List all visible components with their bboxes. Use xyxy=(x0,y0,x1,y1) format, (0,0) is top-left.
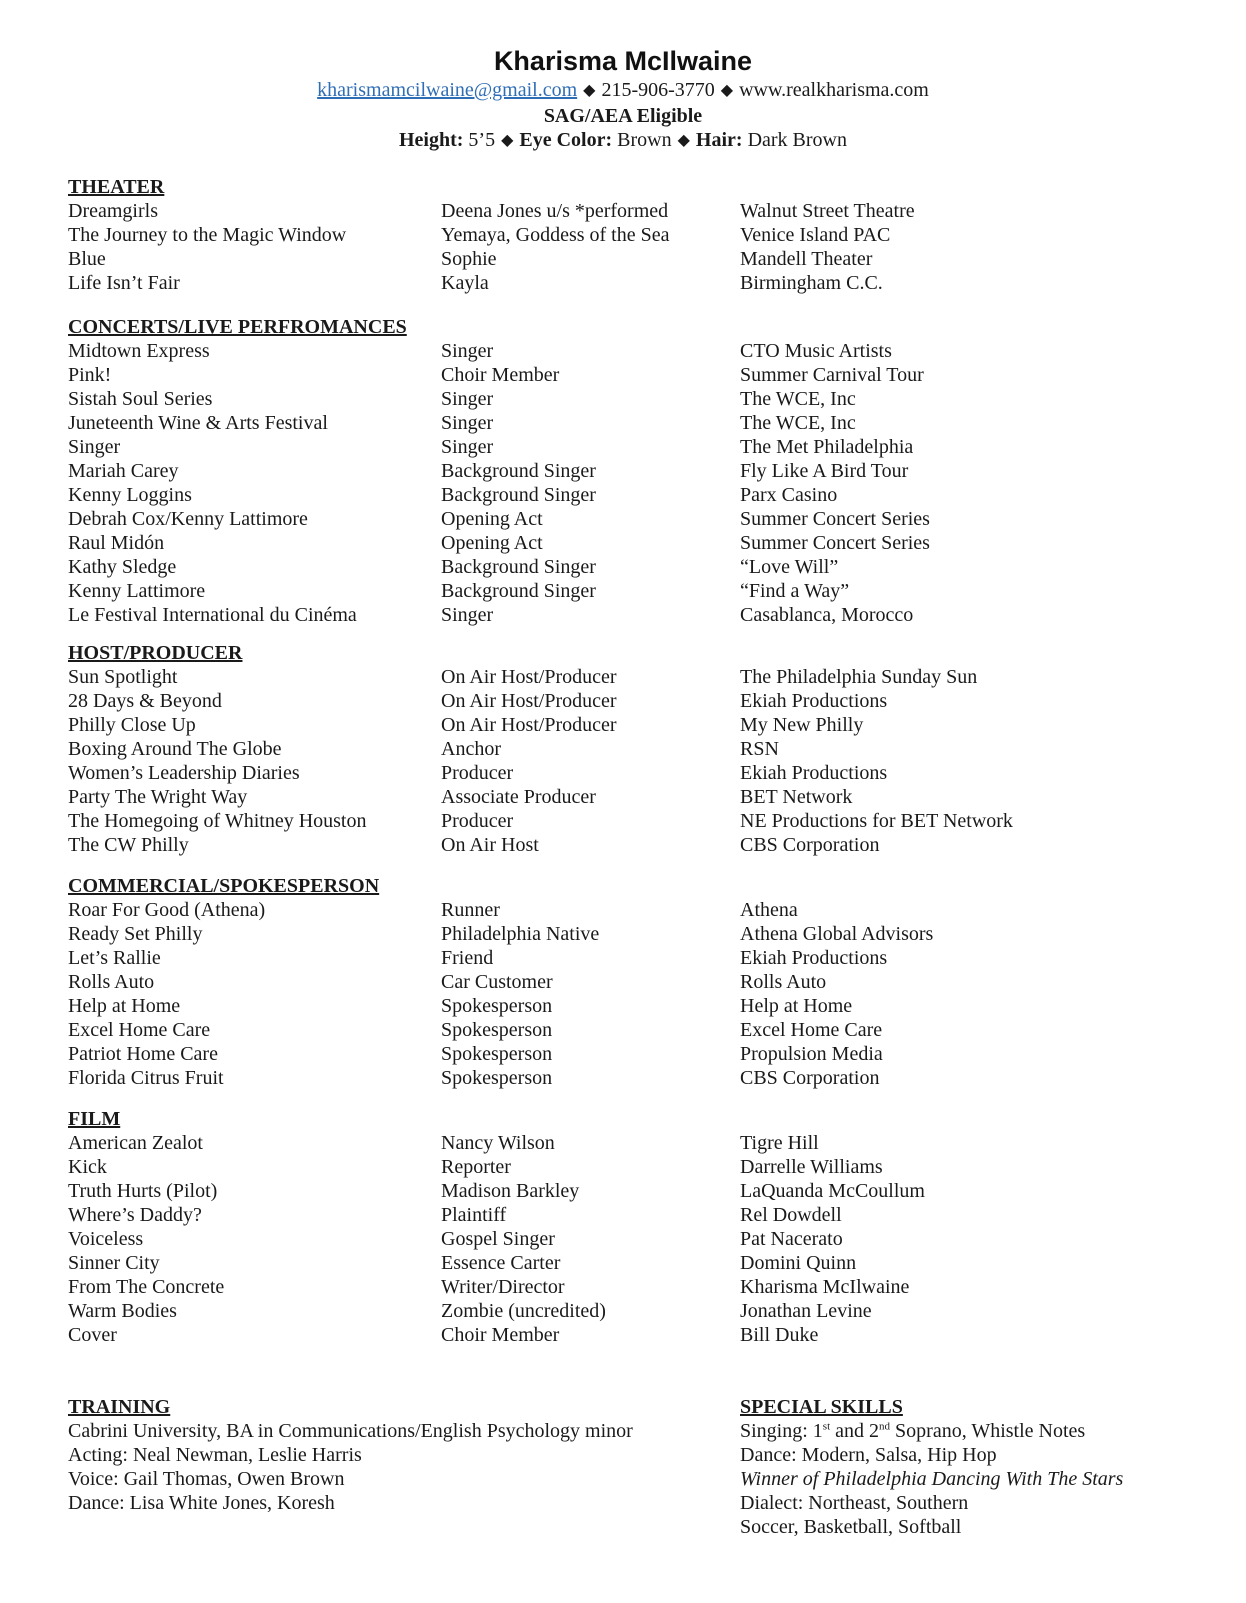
credit-title: Kenny Lattimore xyxy=(68,580,206,602)
credit-company: NE Productions for BET Network xyxy=(740,810,1013,832)
section-title: FILM xyxy=(68,1108,121,1130)
credit-role: Anchor xyxy=(441,738,501,760)
ordinal-suffix: nd xyxy=(879,1420,891,1433)
credit-company: Propulsion Media xyxy=(740,1043,883,1065)
credit-role: Singer xyxy=(441,412,494,434)
credit-title: Ready Set Philly xyxy=(68,923,203,945)
credit-title: Dreamgirls xyxy=(68,200,158,222)
credit-role: Plaintiff xyxy=(441,1204,507,1226)
credit-role: Spokesperson xyxy=(441,1019,553,1041)
credit-company: Ekiah Productions xyxy=(740,690,888,712)
credit-title: Raul Midón xyxy=(68,532,165,554)
union-status: SAG/AEA Eligible xyxy=(543,105,703,127)
credit-row xyxy=(68,761,1198,785)
diamond-separator-icon: ◆ xyxy=(501,132,514,149)
credit-row xyxy=(68,507,1198,531)
skill-dialect: Dialect: Northeast, Southern xyxy=(740,1492,969,1514)
credit-company: Help at Home xyxy=(740,995,853,1017)
credit-company: My New Philly xyxy=(740,714,864,736)
credit-role: Zombie (uncredited) xyxy=(441,1300,606,1322)
credit-role: Kayla xyxy=(441,272,489,294)
credit-role: Madison Barkley xyxy=(441,1180,580,1202)
credit-company: The WCE, Inc xyxy=(740,388,856,410)
credit-row xyxy=(68,713,1198,737)
credit-role: Runner xyxy=(441,899,500,921)
credit-row xyxy=(68,1299,1198,1323)
height-label: Height: xyxy=(398,129,464,151)
section-commercial xyxy=(68,874,1198,1090)
credit-row xyxy=(68,1131,1198,1155)
credit-title: Pink! xyxy=(68,364,112,386)
credit-role: On Air Host/Producer xyxy=(441,714,617,736)
credit-title: Midtown Express xyxy=(68,340,210,362)
section-title: THEATER xyxy=(68,176,165,198)
credit-role: Philadelphia Native xyxy=(441,923,600,945)
credit-role: Opening Act xyxy=(441,508,543,530)
credit-title: Kick xyxy=(68,1156,107,1178)
credit-company: BET Network xyxy=(740,786,853,808)
credit-role: Singer xyxy=(441,436,494,458)
credit-row xyxy=(68,363,1198,387)
credit-company: Parx Casino xyxy=(740,484,838,506)
credit-row xyxy=(68,271,1198,295)
credit-row xyxy=(68,199,1198,223)
credit-role: On Air Host xyxy=(441,834,539,856)
credit-title: Life Isn’t Fair xyxy=(68,272,180,294)
credit-company: Rel Dowdell xyxy=(740,1204,842,1226)
credit-company: Summer Concert Series xyxy=(740,532,930,554)
eye-color-value: Brown xyxy=(617,129,672,151)
credit-company: CBS Corporation xyxy=(740,1067,880,1089)
credit-company: Rolls Auto xyxy=(740,971,827,993)
credit-role: Spokesperson xyxy=(441,1043,553,1065)
credit-role: Essence Carter xyxy=(441,1252,561,1274)
credit-role: On Air Host/Producer xyxy=(441,690,617,712)
section-title: SPECIAL SKILLS xyxy=(740,1396,903,1418)
credit-row xyxy=(68,1275,1198,1299)
training-line: Cabrini University, BA in Communications/English Psychology minor xyxy=(68,1420,633,1442)
credit-title: Kenny Loggins xyxy=(68,484,192,506)
credit-row xyxy=(68,1155,1198,1179)
credit-title: Women’s Leadership Diaries xyxy=(68,762,300,784)
email-link[interactable]: kharismamcilwaine@gmail.com xyxy=(317,79,578,101)
credit-company: Fly Like A Bird Tour xyxy=(740,460,909,482)
credit-company: RSN xyxy=(740,738,779,760)
skill-singing-prefix: Singing: 1 xyxy=(740,1420,823,1442)
credit-row xyxy=(68,1066,1198,1090)
credit-company: The Met Philadelphia xyxy=(740,436,914,458)
credit-row xyxy=(68,555,1198,579)
skill-singing xyxy=(740,1419,1220,1443)
credit-title: Rolls Auto xyxy=(68,971,155,993)
credit-row xyxy=(68,922,1198,946)
credit-row xyxy=(68,689,1198,713)
credit-role: Gospel Singer xyxy=(441,1228,555,1250)
credit-company: Pat Nacerato xyxy=(740,1228,843,1250)
credit-role: Singer xyxy=(441,340,494,362)
credit-row xyxy=(68,531,1198,555)
credit-title: Let’s Rallie xyxy=(68,947,161,969)
credit-company: Athena xyxy=(740,899,798,921)
credit-company: Summer Carnival Tour xyxy=(740,364,924,386)
training-line: Dance: Lisa White Jones, Koresh xyxy=(68,1492,335,1514)
credit-title: Party The Wright Way xyxy=(68,786,248,808)
website: www.realkharisma.com xyxy=(739,79,929,101)
training-line: Acting: Neal Newman, Leslie Harris xyxy=(68,1444,362,1466)
credit-row xyxy=(68,785,1198,809)
eye-color-label: Eye Color: xyxy=(519,129,613,151)
skill-singing-mid: and 2 xyxy=(830,1420,880,1442)
section-title: HOST/PRODUCER xyxy=(68,642,243,664)
credit-title: The Homegoing of Whitney Houston xyxy=(68,810,367,832)
credit-row xyxy=(68,1203,1198,1227)
credit-row xyxy=(68,387,1198,411)
credit-row xyxy=(68,1018,1198,1042)
resume-header xyxy=(0,44,1246,154)
credit-row xyxy=(68,809,1198,833)
credit-title: Truth Hurts (Pilot) xyxy=(68,1180,218,1202)
credit-role: Friend xyxy=(441,947,494,969)
credit-row xyxy=(68,946,1198,970)
credit-role: Choir Member xyxy=(441,1324,560,1346)
credit-company: Domini Quinn xyxy=(740,1252,857,1274)
section-film xyxy=(68,1107,1198,1347)
section-title: TRAINING xyxy=(68,1396,171,1418)
credit-company: The Philadelphia Sunday Sun xyxy=(740,666,978,688)
credit-role: Spokesperson xyxy=(441,995,553,1017)
credit-title: Philly Close Up xyxy=(68,714,196,736)
credit-row xyxy=(68,898,1198,922)
credit-row xyxy=(68,339,1198,363)
phone-number: 215-906-3770 xyxy=(601,79,715,101)
credit-company: Excel Home Care xyxy=(740,1019,883,1041)
credit-row xyxy=(68,1251,1198,1275)
credit-company: Athena Global Advisors xyxy=(740,923,934,945)
diamond-separator-icon: ◆ xyxy=(677,132,690,149)
credit-title: American Zealot xyxy=(68,1132,203,1154)
credit-company: CBS Corporation xyxy=(740,834,880,856)
credit-role: Singer xyxy=(441,604,494,626)
credit-role: Singer xyxy=(441,388,494,410)
credit-company: Summer Concert Series xyxy=(740,508,930,530)
credit-role: Spokesperson xyxy=(441,1067,553,1089)
credit-row xyxy=(68,833,1198,857)
section-host-producer xyxy=(68,641,1198,857)
credit-row xyxy=(68,994,1198,1018)
credit-company: Mandell Theater xyxy=(740,248,873,270)
credit-role: Choir Member xyxy=(441,364,560,386)
credit-row xyxy=(68,411,1198,435)
credit-row xyxy=(68,435,1198,459)
credit-role: Deena Jones u/s *performed xyxy=(441,200,669,222)
credit-role: On Air Host/Producer xyxy=(441,666,617,688)
credit-row xyxy=(68,603,1198,627)
credit-company: Darrelle Williams xyxy=(740,1156,883,1178)
section-title: CONCERTS/LIVE PERFROMANCES xyxy=(68,316,407,338)
credit-role: Yemaya, Goddess of the Sea xyxy=(441,224,670,246)
credit-role: Car Customer xyxy=(441,971,553,993)
section-training xyxy=(68,1395,688,1515)
credit-company: Venice Island PAC xyxy=(740,224,891,246)
credit-role: Nancy Wilson xyxy=(441,1132,555,1154)
credit-company: Ekiah Productions xyxy=(740,762,888,784)
credit-company: Tigre Hill xyxy=(740,1132,819,1154)
credit-row xyxy=(68,483,1198,507)
credit-role: Background Singer xyxy=(441,460,596,482)
contact-line xyxy=(0,78,1246,104)
credit-row xyxy=(68,459,1198,483)
credit-role: Sophie xyxy=(441,248,497,270)
credit-title: Sinner City xyxy=(68,1252,160,1274)
credit-company: “Love Will” xyxy=(740,556,839,578)
credit-title: Sistah Soul Series xyxy=(68,388,213,410)
credit-role: Background Singer xyxy=(441,556,596,578)
credit-title: Boxing Around The Globe xyxy=(68,738,282,760)
training-line: Voice: Gail Thomas, Owen Brown xyxy=(68,1468,345,1490)
credit-role: Background Singer xyxy=(441,484,596,506)
credit-row xyxy=(68,737,1198,761)
credit-role: Producer xyxy=(441,762,514,784)
skill-award: Winner of Philadelphia Dancing With The Stars xyxy=(740,1468,1124,1490)
credit-company: CTO Music Artists xyxy=(740,340,892,362)
credit-company: Jonathan Levine xyxy=(740,1300,872,1322)
credit-role: Reporter xyxy=(441,1156,511,1178)
credit-row xyxy=(68,247,1198,271)
credit-row xyxy=(68,1042,1198,1066)
credit-company: Bill Duke xyxy=(740,1324,819,1346)
credit-role: Background Singer xyxy=(441,580,596,602)
credit-title: Mariah Carey xyxy=(68,460,179,482)
credit-title: 28 Days & Beyond xyxy=(68,690,222,712)
credit-row xyxy=(68,665,1198,689)
section-special-skills xyxy=(740,1395,1220,1539)
credit-title: Kathy Sledge xyxy=(68,556,177,578)
credit-row xyxy=(68,223,1198,247)
credit-title: Le Festival International du Cinéma xyxy=(68,604,357,626)
credit-company: LaQuanda McCoullum xyxy=(740,1180,925,1202)
credit-title: Florida Citrus Fruit xyxy=(68,1067,224,1089)
credit-company: “Find a Way” xyxy=(740,580,850,602)
credit-role: Associate Producer xyxy=(441,786,596,808)
diamond-separator-icon: ◆ xyxy=(583,82,596,99)
credit-title: Debrah Cox/Kenny Lattimore xyxy=(68,508,308,530)
diamond-separator-icon: ◆ xyxy=(720,82,734,99)
credit-title: Cover xyxy=(68,1324,117,1346)
credit-company: Birmingham C.C. xyxy=(740,272,883,294)
credit-title: Patriot Home Care xyxy=(68,1043,218,1065)
credit-company: Ekiah Productions xyxy=(740,947,888,969)
credit-company: Casablanca, Morocco xyxy=(740,604,914,626)
credit-role: Writer/Director xyxy=(441,1276,565,1298)
credit-company: Walnut Street Theatre xyxy=(740,200,915,222)
credit-row xyxy=(68,970,1198,994)
credit-row xyxy=(68,1323,1198,1347)
credit-title: Where’s Daddy? xyxy=(68,1204,202,1226)
credit-row xyxy=(68,1179,1198,1203)
credit-title: Juneteenth Wine & Arts Festival xyxy=(68,412,328,434)
credit-title: Singer xyxy=(68,436,121,458)
skill-dance: Dance: Modern, Salsa, Hip Hop xyxy=(740,1444,997,1466)
credit-title: Voiceless xyxy=(68,1228,144,1250)
physical-stats xyxy=(0,128,1246,154)
skill-sports: Soccer, Basketball, Softball xyxy=(740,1516,962,1538)
credit-row xyxy=(68,579,1198,603)
hair-value: Dark Brown xyxy=(747,129,848,151)
performer-name: Kharisma McIlwaine xyxy=(493,46,753,76)
section-title: COMMERCIAL/SPOKESPERSON xyxy=(68,875,380,897)
section-theater xyxy=(68,175,1198,295)
credit-company: The WCE, Inc xyxy=(740,412,856,434)
ordinal-suffix: st xyxy=(822,1420,831,1433)
skill-singing-suffix: Soprano, Whistle Notes xyxy=(890,1420,1086,1442)
hair-label: Hair: xyxy=(695,129,743,151)
credit-title: The CW Philly xyxy=(68,834,189,856)
credit-title: Help at Home xyxy=(68,995,181,1017)
credit-title: Roar For Good (Athena) xyxy=(68,899,266,921)
credit-title: Excel Home Care xyxy=(68,1019,211,1041)
credit-title: Warm Bodies xyxy=(68,1300,177,1322)
credit-title: Blue xyxy=(68,248,106,270)
credit-role: Opening Act xyxy=(441,532,543,554)
credit-title: The Journey to the Magic Window xyxy=(68,224,347,246)
credit-title: Sun Spotlight xyxy=(68,666,178,688)
credit-company: Kharisma McIlwaine xyxy=(740,1276,910,1298)
height-value: 5’5 xyxy=(468,129,496,151)
credit-row xyxy=(68,1227,1198,1251)
section-concerts xyxy=(68,315,1198,627)
credit-role: Producer xyxy=(441,810,514,832)
credit-title: From The Concrete xyxy=(68,1276,225,1298)
